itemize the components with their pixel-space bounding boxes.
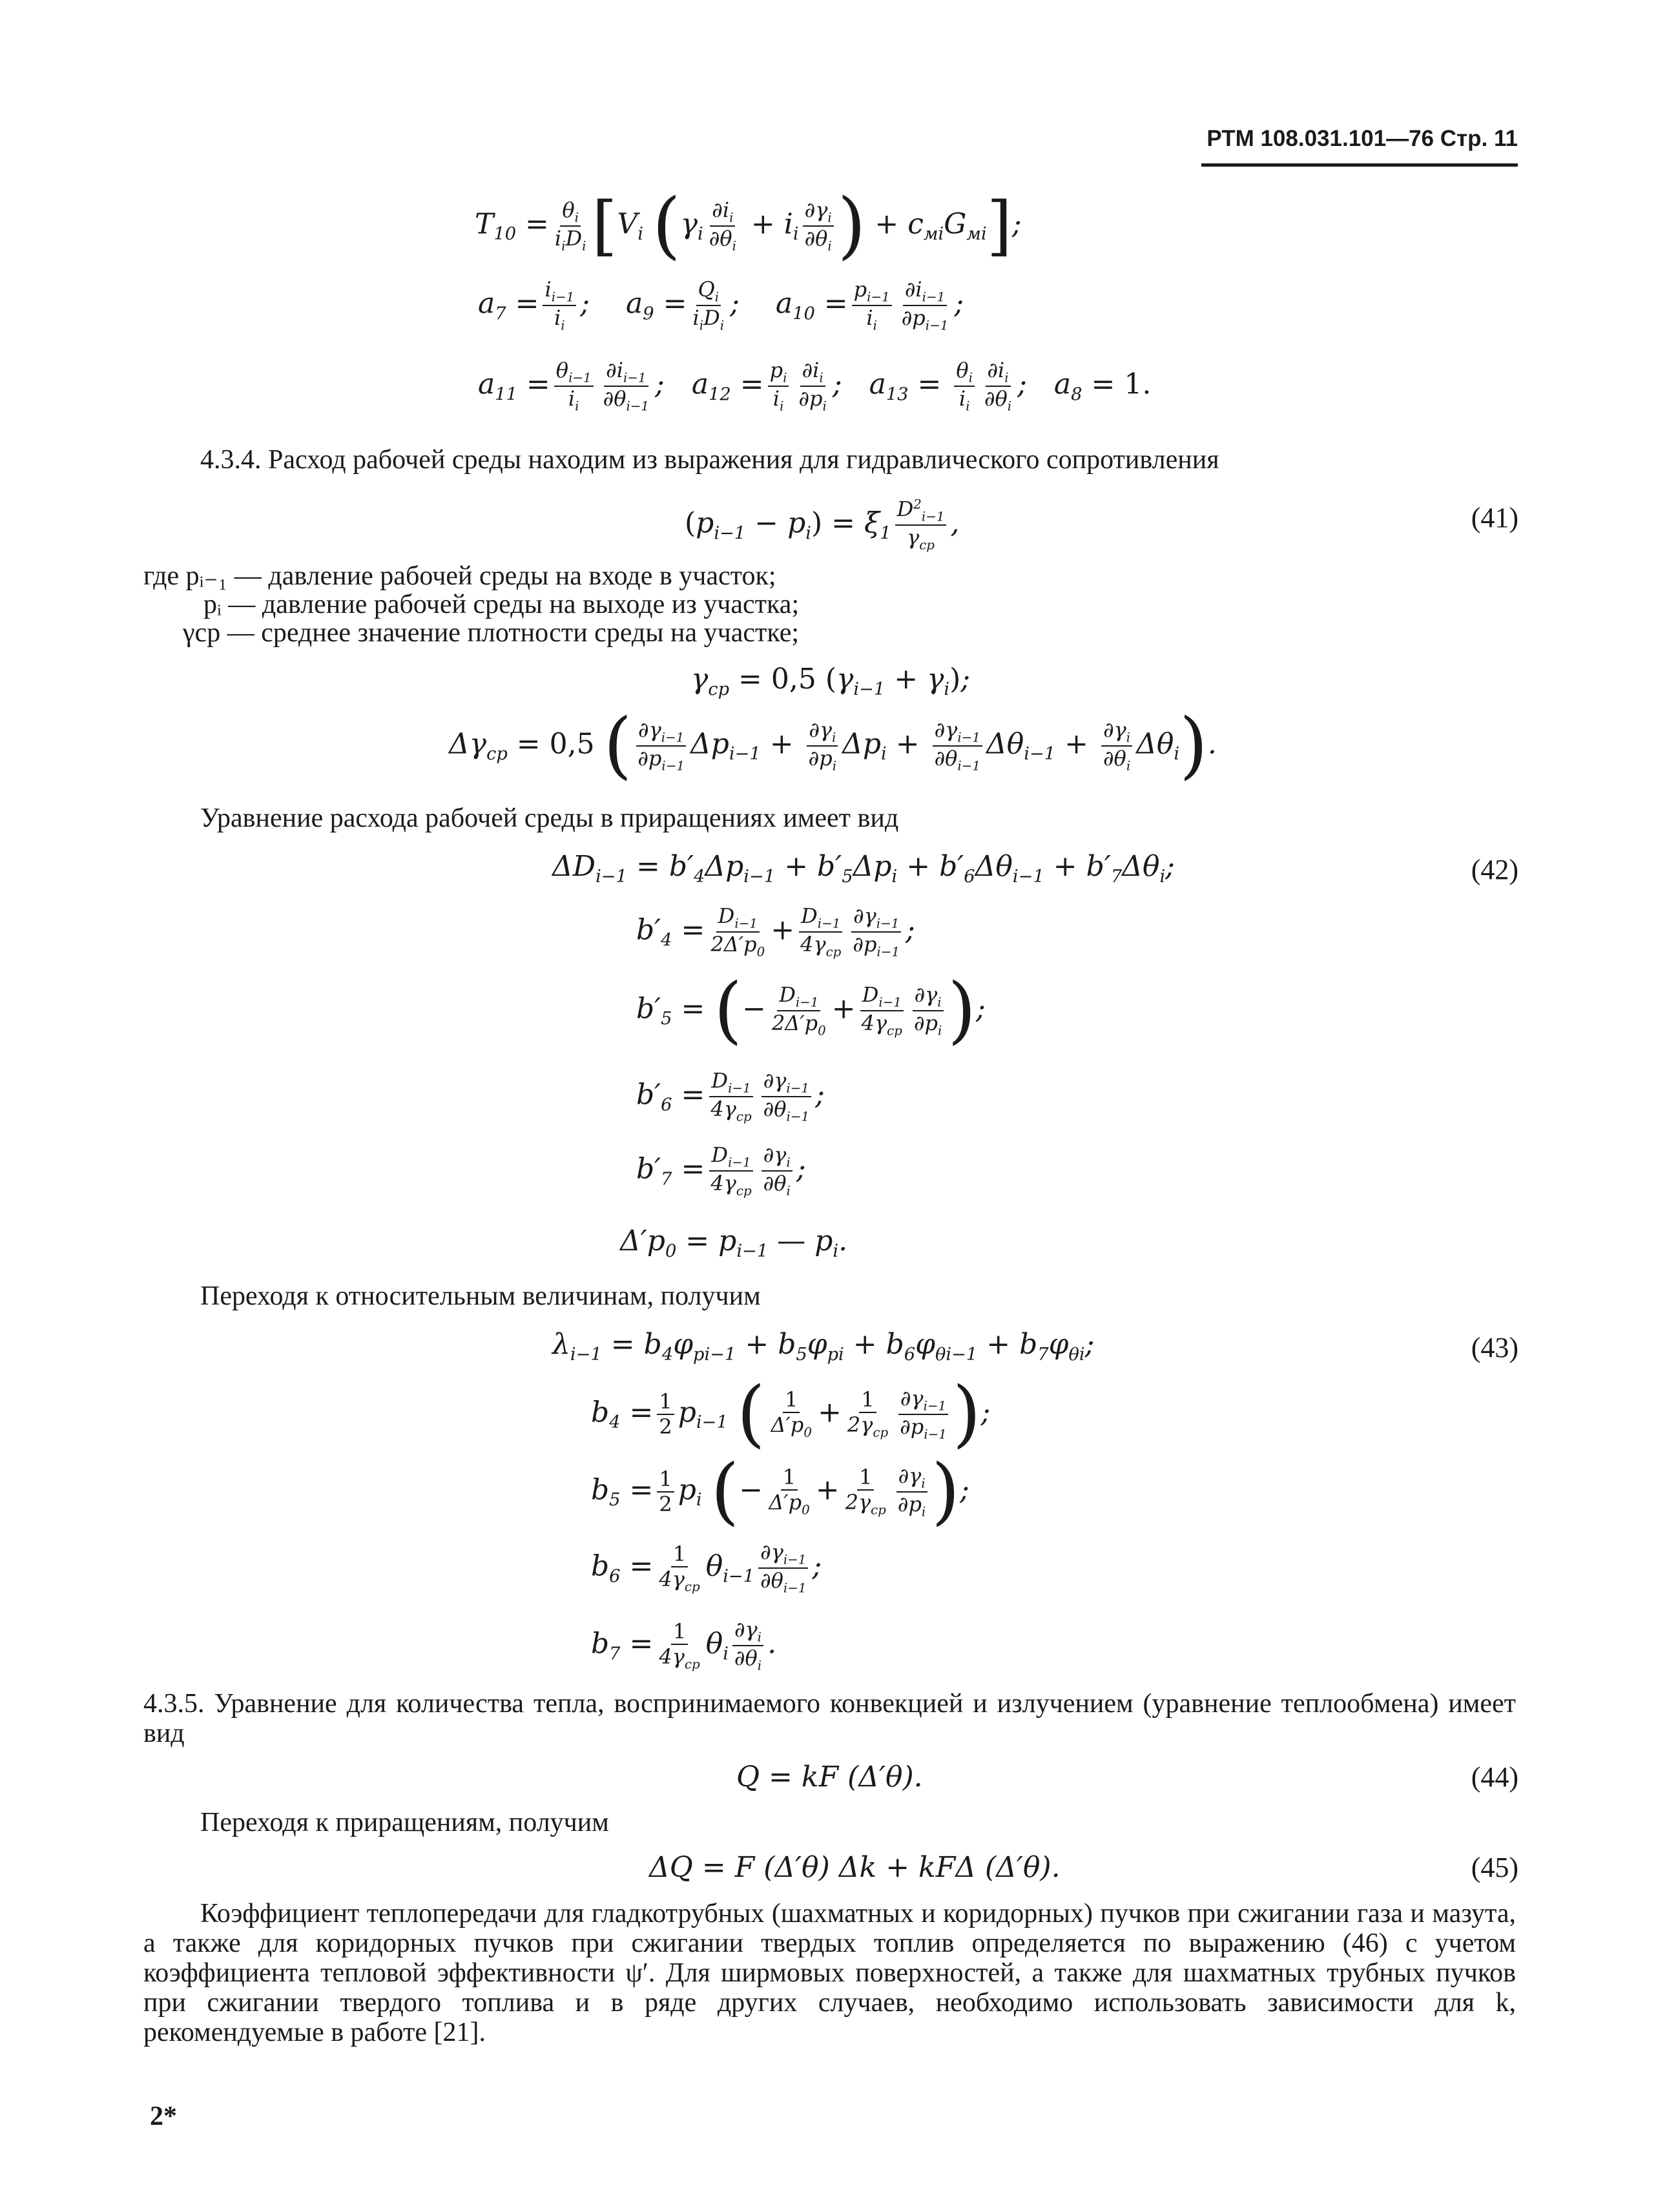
equation-gamma-mean: $\gamma_{ср} = 0,5$ $(\gamma_{i-1} + \gamma_i)$; (691, 663, 971, 699)
header-rule (1201, 163, 1518, 167)
increment-intro: Уравнение расхода рабочей среды в приращениях имеет вид (200, 803, 899, 833)
equation-b4-prime: $b'_4$ = $\frac{D_{i-1}}{2\Delta'p_0}$ + $\frac{D_{i-1}}{4\gamma_{ср}}$ $\frac{\partial\gamma_{i-1}}{\partial p_{i-1}}$ ; (636, 904, 915, 960)
equation-number-45: (45) (1471, 1852, 1518, 1883)
equation-b7: $b_7$ = $\frac{1}{4\gamma_{ср}}$ $\theta_i$ $\frac{\partial\gamma_i}{\partial\theta_i}$ . (591, 1617, 777, 1673)
equation-45: ΔQ = F (Δ′θ) Δk + kFΔ (Δ′θ). (649, 1851, 1061, 1884)
equation-42: $\Delta D_{i-1} = b'_4\Delta p_{i-1} + b'_5\Delta p_i + b'_6\Delta\theta_{i-1} + b'_7\Delta\theta_i$; (552, 850, 1175, 887)
equation-44: Q = kF (Δ′θ). (736, 1761, 923, 1793)
where-line-2: pᵢ — давление рабочей среды на выходе из участка; (203, 590, 800, 619)
where-line-3: γср — среднее значение плотности среды на участке; (183, 618, 800, 648)
equation-b7-prime: $b'_7$ = $\frac{D_{i-1}}{4\gamma_{ср}}$ $\frac{\partial\gamma_i}{\partial\theta_i}$ ; (636, 1142, 806, 1199)
equation-number-43: (43) (1471, 1332, 1518, 1363)
document-header: РТМ 108.031.101—76 Стр. 11 (1207, 126, 1518, 151)
closing-paragraph: Коэффициент теплопередачи для гладкотрубных (шахматных и коридорных) пучков при сжигании газа и мазута, а также для коридорных пучков при сжигании твердых топлив определяется по выражению (46) с учетом коэффициента тепловой эффективности ψ′. Для ширмовых поверхностей, а также для шахматных трубных пучков при сжигании твердого топлива и в ряде других случаев, необходимо использовать зависимости для k, рекомендуемые в работе [21]. (143, 1899, 1516, 2047)
equation-43: $\lambda_{i-1} = b_4\varphi_{pi-1} + b_5\varphi_{pi} + b_6\varphi_{\theta i-1} + b_7\varphi_{\theta i}$; (552, 1328, 1095, 1365)
relative-intro: Переходя к относительным величинам, получим (200, 1281, 761, 1311)
section-435-intro: 4.3.5. Уравнение для количества тепла, воспринимаемого конвекцией и излучением (уравнение теплообмена) имеет вид (143, 1689, 1516, 1748)
equation-delta-p0: $\Delta'p_0 = p_{i-1}$ — $p_i$. (620, 1225, 848, 1261)
equation-b5-prime: $b'_5$ = (− $\frac{D_{i-1}}{2\Delta'p_0}$ + $\frac{D_{i-1}}{4\gamma_{ср}}$ $\frac{\partial\gamma_i}{\partial p_i}$ ); (636, 968, 986, 1052)
equation-41: $(p_{i-1} - p_i) = \xi_1$ $\frac{D^2_{i-1}}{\gamma_{ср}}$ , (685, 497, 960, 553)
equation-t10: $T_{10}$ = $\frac{\theta_i}{i_iD_i}$ [$V_i$ ($\gamma_i$ $\frac{\partial i_i}{\partial\theta_i}$ + $i_i$ $\frac{\partial\gamma_i}{\partial\theta_i}$ ) + $c_{мi}G_{мi}$]; (475, 183, 1022, 267)
equation-number-41: (41) (1471, 502, 1518, 533)
equation-a7-a9-a10: $a_7$ = $\frac{i_{i-1}}{i_i}$ ; $a_9$ = $\frac{Q_i}{i_iD_i}$ ; $a_{10}$ = $\frac{p_{i-1}}{i_i}$ $\frac{\partial i_{i-1}}{\partial p_{i-1}}$ ; (478, 277, 964, 333)
signature-mark: 2* (150, 2102, 177, 2131)
section-434-intro: 4.3.4. Расход рабочей среды находим из выражения для гидравлического сопротивления (200, 445, 1219, 475)
equation-number-42: (42) (1471, 854, 1518, 885)
equation-b5: $b_5$ = $\frac{1}{2}$ $p_i$ (− $\frac{1}{\Delta'p_0}$ + $\frac{1}{2\gamma_{ср}}$ $\frac{\partial\gamma_i}{\partial p_i}$ ); (591, 1449, 969, 1533)
equation-delta-gamma-mean: $\Delta\gamma_{ср} = 0,5$ ( $\frac{\partial\gamma_{i-1}}{\partial p_{i-1}}$ $\Delta p_{i-1}$ + $\frac{\partial\gamma_i}{\partial p_i}$ $\Delta p_i$ + $\frac{\partial\gamma_{i-1}}{\partial\theta_{i-1}}$ $\Delta\theta_{i-1}$ + $\frac{\partial\gamma_i}{\partial\theta_i}$ $\Delta\theta_i$). (449, 703, 1217, 787)
equation-b4: $b_4$ = $\frac{1}{2}$ $p_{i-1}$ ( $\frac{1}{\Delta'p_0}$ + $\frac{1}{2\gamma_{ср}}$ $\frac{\partial\gamma_{i-1}}{\partial p_{i-1}}$ ); (591, 1372, 991, 1456)
section-435-increment-intro: Переходя к приращениям, получим (200, 1808, 609, 1837)
equation-a11-a13: $a_{11}$ = $\frac{\theta_{i-1}}{i_i}$ $\frac{\partial i_{i-1}}{\partial\theta_{i-1}}$ ; $a_{12}$ = $\frac{p_i}{i_i}$ $\frac{\partial i_i}{\partial p_i}$ ; $a_{13}$ = $\frac{\theta_i}{i_i}$ $\frac{\partial i_i}{\partial\theta_i}$ ; $a_8 = 1$. (478, 358, 1152, 414)
equation-number-44: (44) (1471, 1761, 1518, 1793)
equation-b6: $b_6$ = $\frac{1}{4\gamma_{ср}}$ $\theta_{i-1}$ $\frac{\partial\gamma_{i-1}}{\partial\theta_{i-1}}$ ; (591, 1540, 822, 1596)
where-line-1: где pᵢ₋₁ — давление рабочей среды на входе в участок; (143, 561, 776, 591)
equation-b6-prime: $b'_6$ = $\frac{D_{i-1}}{4\gamma_{ср}}$ $\frac{\partial\gamma_{i-1}}{\partial\theta_{i-1}}$ ; (636, 1068, 825, 1124)
